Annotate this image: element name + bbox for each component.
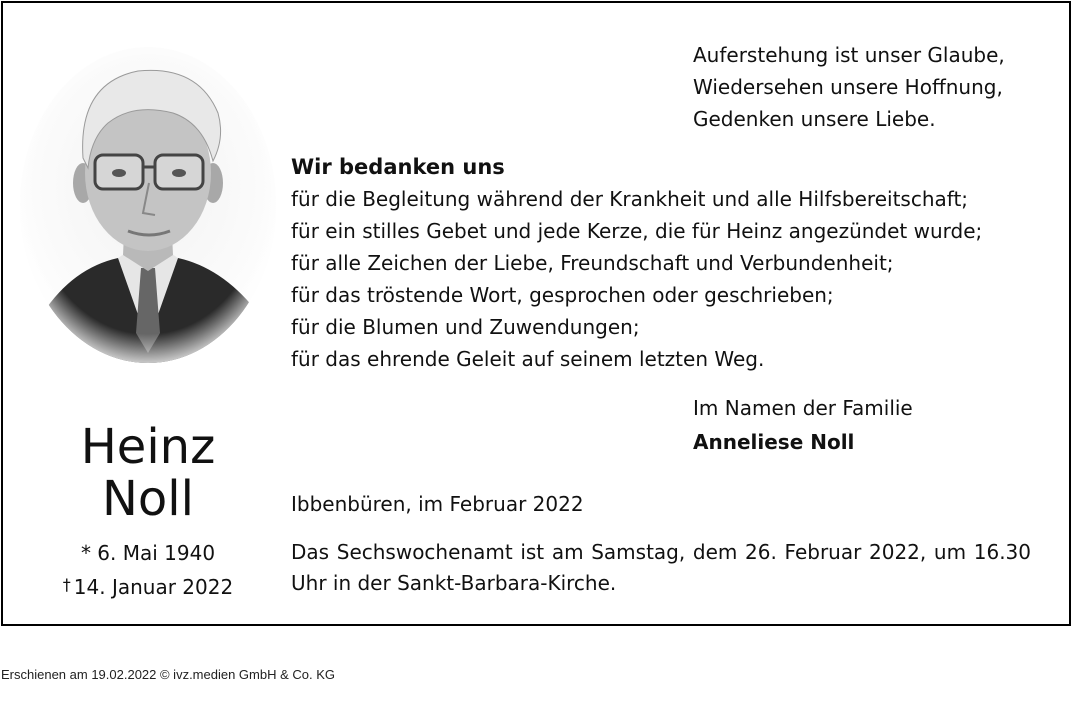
obituary-card [1, 1, 1071, 626]
signoff-name: Anneliese Noll [693, 430, 855, 454]
birth-date: 6. Mai 1940 [97, 541, 216, 565]
publication-footer: Erschienen am 19.02.2022 © ivz.medien GmbH & Co. KG [1, 667, 336, 682]
motto [693, 39, 1005, 135]
birth-star-icon: * [80, 541, 91, 565]
thanks-heading: Wir bedanken uns [291, 155, 505, 179]
deceased-name [28, 421, 268, 525]
thanks-line: für ein stilles Gebet und jede Kerze, die für Heinz angezündet wurde; [291, 219, 983, 243]
signoff [693, 391, 913, 459]
motto-line: Auferstehung ist unser Glaube, [693, 43, 1005, 67]
deceased-last-name: Noll [102, 471, 194, 527]
life-dates [28, 538, 268, 603]
birth-date-line [28, 538, 268, 569]
motto-line: Wiedersehen unsere Hoffnung, [693, 75, 1003, 99]
signoff-line: Im Namen der Familie [693, 396, 913, 420]
thanks-section [291, 151, 1051, 375]
place-date: Ibbenbüren, im Februar 2022 [291, 492, 584, 516]
portrait-icon [13, 43, 283, 363]
thanks-line: für die Blumen und Zuwendungen; [291, 315, 640, 339]
thanks-line: für die Begleitung während der Krankheit und alle Hilfsbereitschaft; [291, 187, 969, 211]
death-date: 14. Januar 2022 [73, 575, 234, 599]
thanks-line: für das ehrende Geleit auf seinem letzten Weg. [291, 347, 765, 371]
death-date-line [28, 569, 268, 603]
thanks-line: für das tröstende Wort, gesprochen oder geschrieben; [291, 283, 834, 307]
death-cross-icon: † [62, 575, 71, 594]
thanks-line: für alle Zeichen der Liebe, Freundschaft und Verbundenheit; [291, 251, 894, 275]
motto-line: Gedenken unsere Liebe. [693, 107, 936, 131]
service-announcement: Das Sechswochenamt ist am Samstag, dem 26. Februar 2022, um 16.30 Uhr in der Sankt-Barbara-Kirche. [291, 540, 1031, 595]
portrait-photo [13, 43, 283, 363]
deceased-first-name: Heinz [80, 419, 216, 475]
